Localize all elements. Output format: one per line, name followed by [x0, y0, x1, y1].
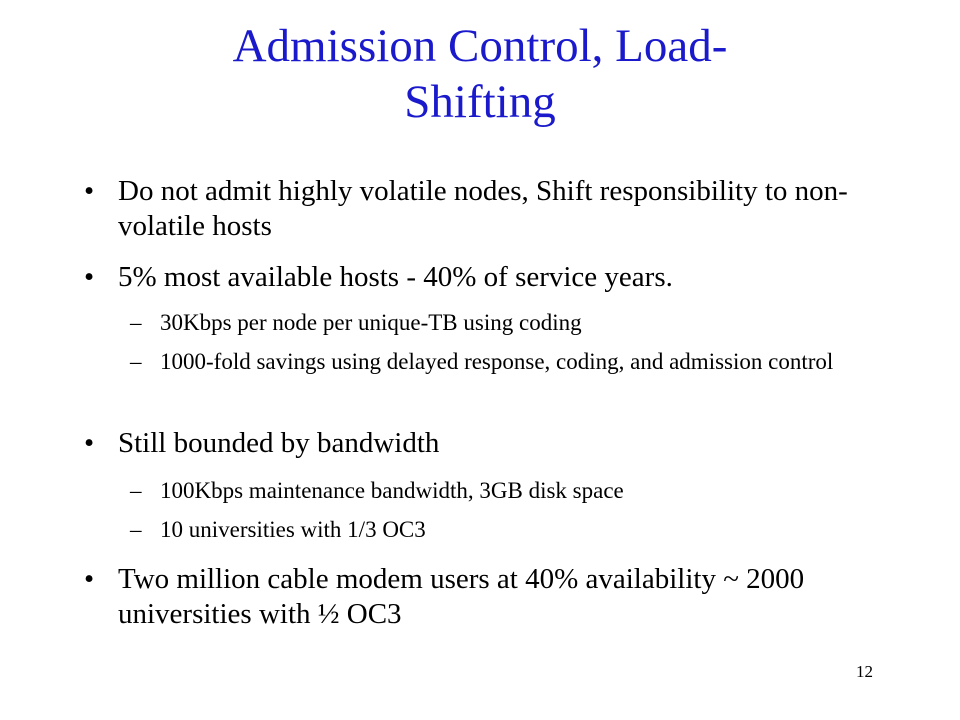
bullet-item [84, 426, 884, 461]
page-number: 12 [856, 662, 873, 681]
bullet-text: Two million cable modem users at 40% availability ~ 2000 universities with ½ OC3 [118, 563, 805, 630]
sub-bullet-dash: – [130, 517, 142, 542]
bullet-glyph: • [84, 563, 95, 595]
slide-title [80, 18, 880, 130]
bullet-text: Do not admit highly volatile nodes, Shift responsibility to non-volatile hosts [118, 175, 848, 242]
sub-bullet-item [130, 477, 890, 504]
bullet-text: 5% most available hosts - 40% of service years. [118, 261, 673, 293]
sub-bullet-item [130, 348, 890, 375]
sub-bullet-dash: – [130, 349, 142, 374]
sub-bullet-text: 10 universities with 1/3 OC3 [160, 517, 426, 542]
sub-bullet-item [130, 516, 890, 543]
bullet-item [84, 174, 884, 244]
bullet-glyph: • [84, 175, 95, 207]
slide-title-line-1: Admission Control, Load- [232, 20, 728, 72]
sub-bullet-text: 30Kbps per node per unique-TB using coding [160, 310, 582, 335]
bullet-text: Still bounded by bandwidth [118, 427, 440, 459]
sub-bullet-text: 1000-fold savings using delayed response, coding, and admission control [160, 349, 834, 374]
slide-title-line-2: Shifting [404, 76, 556, 128]
bullet-glyph: • [84, 427, 95, 459]
bullet-glyph: • [84, 261, 95, 293]
bullet-item [84, 260, 884, 295]
sub-bullet-dash: – [130, 478, 142, 503]
bullet-item [84, 562, 884, 632]
sub-bullet-text: 100Kbps maintenance bandwidth, 3GB disk space [160, 478, 624, 503]
sub-bullet-dash: – [130, 310, 142, 335]
sub-bullet-item [130, 309, 890, 336]
